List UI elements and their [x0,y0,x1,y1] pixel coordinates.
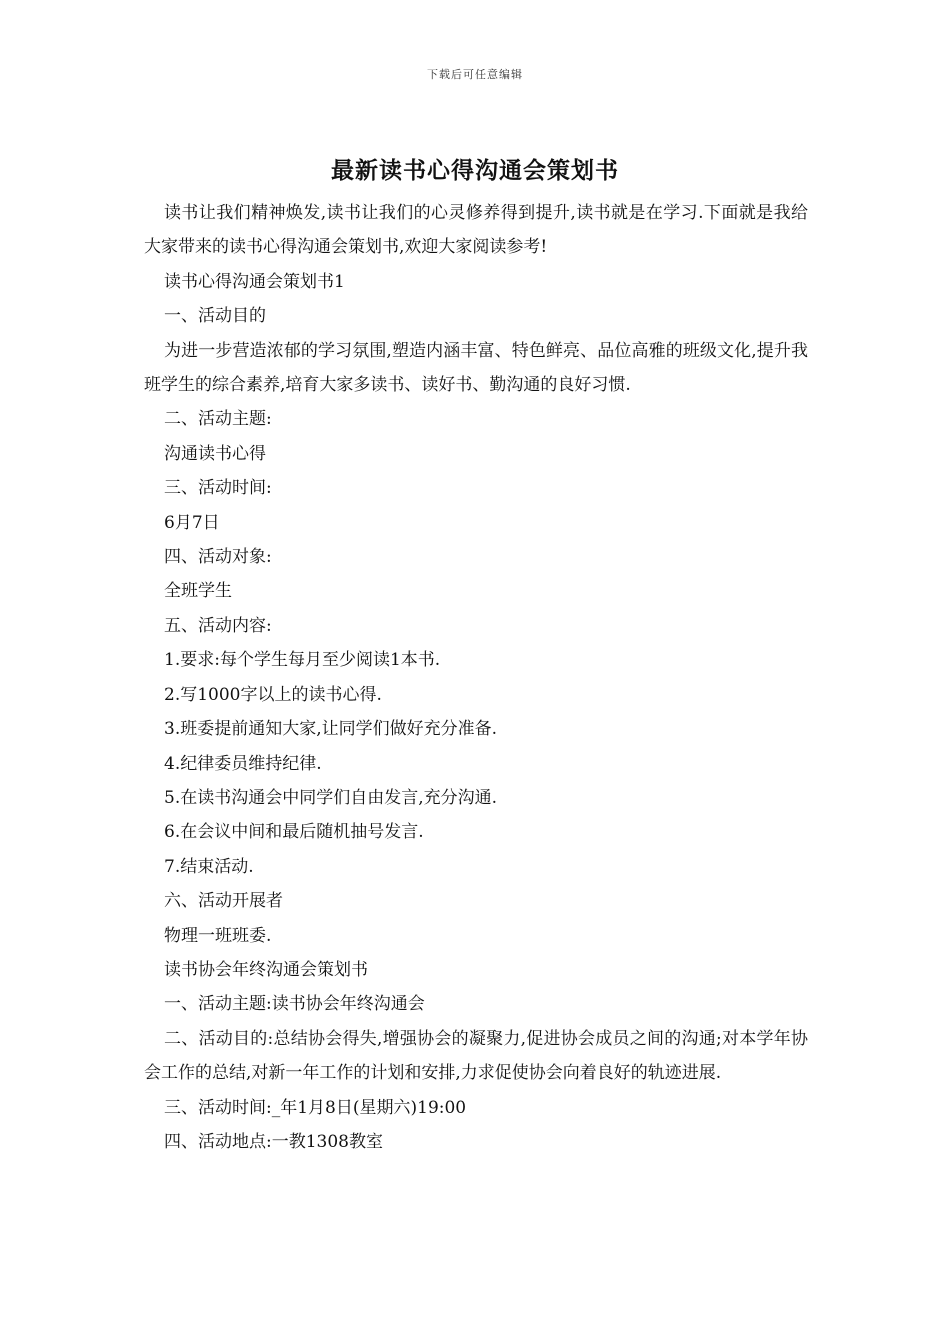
paragraph: 二、活动主题: [164,409,272,430]
paragraph: 二、活动目的:总结协会得失,增强协会的凝聚力,促进协会成员之间的沟通;对本学年协会工作的总结,对新一年工作的计划和安排,力求促使协会向着良好的轨迹进展. [144,1028,808,1084]
paragraph: 五、活动内容: [164,615,272,636]
paragraph: 四、活动对象: [164,547,272,568]
page-header-note: 下载后可任意编辑 [427,68,523,81]
paragraph-intro: 读书让我们精神焕发,读书让我们的心灵修养得到提升,读书就是在学习.下面就是我给大家带来的读书心得沟通会策划书,欢迎大家阅读参考! [144,203,808,258]
paragraph: 三、活动时间: [164,478,272,499]
list-item: 2.写1000字以上的读书心得. [164,684,382,705]
list-item: 6.在会议中间和最后随机抽号发言. [164,822,424,843]
paragraph: 沟通读书心得 [164,443,266,464]
paragraph: 全班学生 [164,581,232,602]
list-item: 4.纪律委员维持纪律. [164,753,322,774]
paragraph: 三、活动时间:_年1月8日(星期六)19:00 [164,1097,467,1118]
paragraph: 六、活动开展者 [164,891,283,912]
paragraph: 一、活动目的 [164,306,266,327]
paragraph: 四、活动地点:一教1308教室 [164,1131,383,1152]
document-body [144,196,808,1159]
paragraph: 6月7日 [164,512,220,533]
list-item: 3.班委提前通知大家,让同学们做好充分准备. [164,719,498,740]
paragraph: 为进一步营造浓郁的学习氛围,塑造内涵丰富、特色鲜亮、品位高雅的班级文化,提升我班学生的综合素养,培育大家多读书、读好书、勤沟通的良好习惯. [144,340,808,396]
list-item: 5.在读书沟通会中同学们自由发言,充分沟通. [164,787,498,808]
paragraph-section-heading: 读书协会年终沟通会策划书 [164,959,368,980]
document-title: 最新读书心得沟通会策划书 [331,157,619,184]
paragraph: 一、活动主题:读书协会年终沟通会 [164,994,425,1015]
list-item: 7.结束活动. [164,856,254,877]
paragraph-section-heading: 读书心得沟通会策划书1 [164,271,345,292]
list-item: 1.要求:每个学生每月至少阅读1本书. [164,650,441,671]
paragraph: 物理一班班委. [164,925,272,946]
